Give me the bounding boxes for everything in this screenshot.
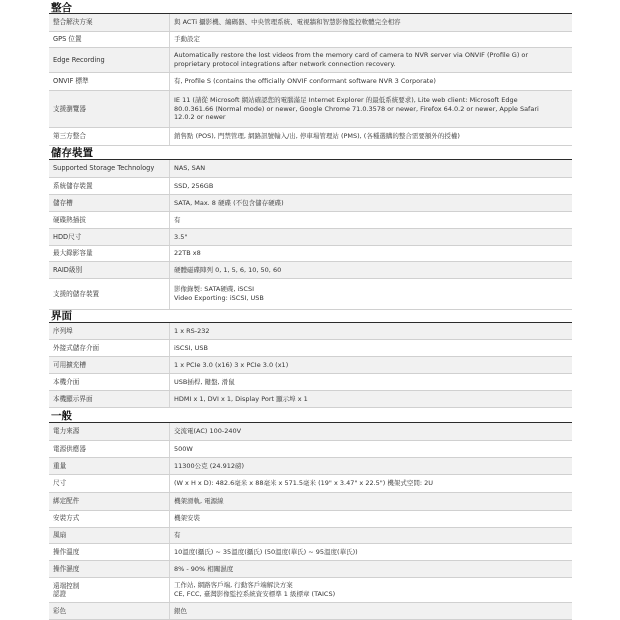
column-divider <box>169 279 170 309</box>
spec-value: 11300公克 (24.912磅) <box>174 461 245 470</box>
column-divider <box>169 128 170 145</box>
column-divider <box>169 160 170 177</box>
spec-row <box>49 374 572 391</box>
section-title: 一般 <box>51 410 72 422</box>
column-divider <box>169 603 170 619</box>
spec-value: 工作站, 網路客戶端, 行動客戶端解決方案 CE, FCC, 臺灣影像監控系統資安標準 1 級標章 (TAICS) <box>174 581 336 598</box>
spec-label: GPS 位置 <box>53 35 82 44</box>
spec-row <box>49 91 572 128</box>
spec-row <box>49 323 572 340</box>
spec-value: 機架安裝 <box>174 514 200 523</box>
spec-value: 500W <box>174 444 193 453</box>
column-divider <box>169 73 170 90</box>
section-title: 界面 <box>51 310 72 322</box>
spec-row <box>49 279 572 310</box>
spec-value: 機架滑軌, 電源線 <box>174 497 224 506</box>
spec-label: 綁定配件 <box>53 497 80 506</box>
spec-row <box>49 128 572 146</box>
spec-label: 可用擴充槽 <box>53 360 86 369</box>
column-divider <box>169 357 170 373</box>
spec-label: 彩色 <box>53 606 67 615</box>
column-divider <box>169 391 170 407</box>
column-divider <box>169 246 170 261</box>
spec-label: 整合解決方案 <box>53 18 93 27</box>
spec-value: 有, Profile S (contains the officially ONVIF conformant software NVR 3 Corporate) <box>174 77 436 86</box>
column-divider <box>169 91 170 127</box>
spec-label: Edge Recording <box>53 55 105 64</box>
spec-value: 1 x PCIe 3.0 (x16) 3 x PCIe 3.0 (x1) <box>174 360 289 369</box>
spec-row <box>49 603 572 620</box>
spec-value: iSCSI, USB <box>174 343 208 352</box>
spec-value: 1 x RS-232 <box>174 326 210 335</box>
spec-row <box>49 212 572 229</box>
spec-value: 硬體磁碟陣列 0, 1, 5, 6, 10, 50, 60 <box>174 265 282 274</box>
column-divider <box>169 32 170 47</box>
spec-label: 遠端控制 認證 <box>53 581 80 598</box>
spec-value: 8% - 90% 相關濕度 <box>174 564 234 573</box>
column-divider <box>169 441 170 457</box>
section-title: 儲存裝置 <box>51 147 93 159</box>
spec-value: 22TB x8 <box>174 249 201 258</box>
spec-row <box>49 160 572 178</box>
spec-label: 電力來源 <box>53 427 80 436</box>
column-divider <box>169 178 170 194</box>
column-divider <box>169 423 170 440</box>
spec-row <box>49 48 572 73</box>
spec-label: 支援瀏覽器 <box>53 104 86 113</box>
spec-value: HDMI x 1, DVI x 1, Display Port 顯示埠 x 1 <box>174 394 308 403</box>
spec-label: 電源供應器 <box>53 444 86 453</box>
spec-label: 序列埠 <box>53 326 73 335</box>
spec-row <box>49 528 572 544</box>
spec-label: 外接式儲存介面 <box>53 343 100 352</box>
spec-value: 10溫度(攝氏) ~ 35溫度(攝氏) (50溫度(華氏) ~ 95溫度(華氏)) <box>174 547 358 556</box>
spec-value: SSD, 256GB <box>174 181 214 190</box>
spec-row <box>49 178 572 195</box>
column-divider <box>169 561 170 577</box>
spec-row <box>49 441 572 458</box>
spec-row <box>49 544 572 561</box>
spec-row <box>49 246 572 262</box>
column-divider <box>169 510 170 527</box>
column-divider <box>169 544 170 560</box>
spec-value: 影像錄製: SATA硬碟, iSCSI Video Exporting: iSCSI, USB <box>174 285 264 302</box>
spec-label: ONVIF 標準 <box>53 77 89 86</box>
section-title: 整合 <box>51 2 72 14</box>
spec-label: 風扇 <box>53 531 67 540</box>
column-divider <box>169 212 170 228</box>
spec-row <box>49 340 572 357</box>
spec-label: 本機介面 <box>53 377 80 386</box>
spec-value: 交流電(AC) 100-240V <box>174 427 242 436</box>
spec-row <box>49 493 572 511</box>
spec-row <box>49 73 572 91</box>
spec-row <box>49 458 572 475</box>
spec-value: Automatically restore the lost videos from the memory card of camera to NVR server via ONVIF (Profile G) or proprietary protocol integrations after network connection recovery. <box>174 51 529 68</box>
spec-label: 本機顯示界面 <box>53 394 93 403</box>
spec-value: 銷售點 (POS), 門禁管理, 網路訊號輸入/出, 停車場管理站 (PMS), (各種選購的整合需要額外的授權) <box>174 132 460 141</box>
spec-value: (W x H x D): 482.6毫米 x 88毫米 x 571.5毫米 (19" x 3.47" x 22.5") 機架式空間: 2U <box>174 479 434 488</box>
column-divider <box>169 578 170 602</box>
spec-label: 重量 <box>53 461 67 470</box>
spec-label: 硬碟熱插拔 <box>53 215 86 224</box>
spec-label: 系統儲存裝置 <box>53 181 93 190</box>
spec-label: 第三方整合 <box>53 132 86 141</box>
spec-row <box>49 14 572 32</box>
column-divider <box>169 262 170 278</box>
spec-row <box>49 423 572 441</box>
column-divider <box>169 323 170 339</box>
spec-row <box>49 32 572 48</box>
spec-value: SATA, Max. 8 硬碟 (不包含儲存硬碟) <box>174 198 284 207</box>
spec-value: USB插桿, 鍵盤, 滑鼠 <box>174 377 235 386</box>
spec-label: HDD尺寸 <box>53 232 82 241</box>
spec-row <box>49 475 572 493</box>
spec-label: 支援的儲存裝置 <box>53 289 100 298</box>
column-divider <box>169 340 170 356</box>
spec-row <box>49 229 572 246</box>
spec-label: 操作溫度 <box>53 547 80 556</box>
spec-row <box>49 510 572 528</box>
spec-label: Supported Storage Technology <box>53 164 155 173</box>
spec-label: 最大錄影容量 <box>53 249 93 258</box>
spec-row <box>49 391 572 408</box>
spec-value: IE 11 (請從 Microsoft 網站確認您的電腦滿足 Internet Explorer 的最低系統要求), Lite web client: Microsoft Edge 80.0.361.66 (Normal mode) or newer, Google Chrome 71.0.3578 or newer, Firefox 64.0.2 or newer, Apple Safari 12.0.2 or newer <box>174 96 539 122</box>
spec-label: 儲存槽 <box>53 198 73 207</box>
column-divider <box>169 374 170 390</box>
spec-value: 銀色 <box>174 606 187 615</box>
spec-label: 操作濕度 <box>53 564 80 573</box>
column-divider <box>169 458 170 474</box>
column-divider <box>169 48 170 72</box>
spec-row <box>49 357 572 374</box>
column-divider <box>169 229 170 245</box>
column-divider <box>169 493 170 510</box>
spec-row <box>49 195 572 212</box>
spec-label: RAID級別 <box>53 265 83 274</box>
spec-value: 與 ACTi 攝影機、編碼器、中央管理系統、電視牆和智慧影像監控軟體完全相容 <box>174 18 401 27</box>
column-divider <box>169 475 170 492</box>
spec-row <box>49 262 572 279</box>
spec-row <box>49 561 572 578</box>
column-divider <box>169 195 170 211</box>
spec-label: 尺寸 <box>53 479 67 488</box>
spec-value: 有 <box>174 531 181 540</box>
spec-value: 手動設定 <box>174 35 200 44</box>
spec-row <box>49 578 572 603</box>
spec-value: NAS, SAN <box>174 164 206 173</box>
column-divider <box>169 14 170 31</box>
spec-value: 有 <box>174 215 181 224</box>
spec-value: 3.5" <box>174 232 188 241</box>
spec-label: 安裝方式 <box>53 514 80 523</box>
column-divider <box>169 528 170 543</box>
